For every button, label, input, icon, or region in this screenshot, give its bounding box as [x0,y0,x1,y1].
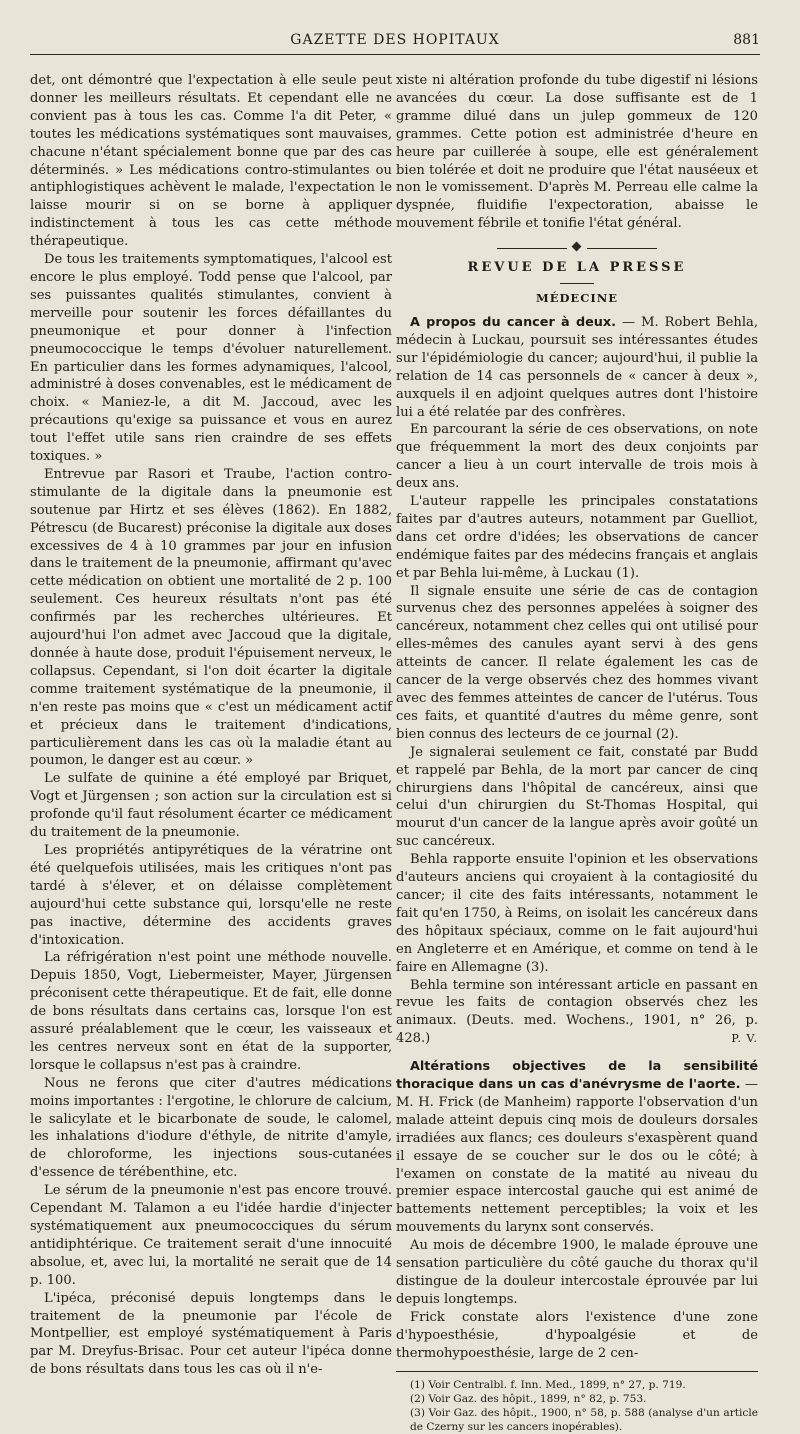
divider [560,283,594,284]
article-heading: Altérations objectives de la sensibilité thoracique dans un cas d'anévrysme de l'aorte. [396,1059,758,1093]
article-heading: A propos du cancer à deux. [410,314,617,330]
paragraph: De tous les traitements symptomatiques, l'alcool est encore le plus employé. Todd pense que l'alcool, par ses puissantes qualités stimulantes, convient à merveille pour soutenir les forces défaillantes du pneumonique et pour donner à l'infection pneumococcique le temps d'évoluer naturellement. En particulier dans les formes adynamiques, l'alcool, administré à doses convenables, est le médicament de choix. « Maniez-le, a dit M. Jaccoud, avec les précautions qu'exige sa puissance et vous en aurez tout l'effet utile sans rien craindre de ses effets toxiques. » [30,252,392,465]
subsection-title: MÉDECINE [535,291,619,306]
paragraph: Behla rapporte ensuite l'opinion et les observations d'auteurs anciens qui croyaient à la contagiosité du cancer; il cite des faits intéressants, notamment le fait qu'en 1750, à Reims, on isolait les cancéreux dans des hôpitaux spéciaux, comme on le fait aujourd'hui en Angleterre et en Amérique, et comme on tend à le faire en Allemagne (3). [396,852,758,975]
paragraph: xiste ni altération profonde du tube digestif ni lésions avancées du cœur. La dose suffisante est de 1 gramme dilué dans un julep gommeux de 120 grammes. Cette potion est administrée d'heure en heure par cuillerée à soupe, elle est généralement bien tolérée et doit ne produire que l'état nauséeux et non le vomissement. D'après M. Perreau elle calme la dyspnée, fluidifie l'expectoration, abaisse le mouvement fébrile et tonifie l'état général. [396,73,758,232]
paragraph: Les propriétés antipyrétiques de la vératrine ont été quelquefois utilisées, mais les critiques n'ont pas tardé à s'élever, et on délaisse complètement aujourd'hui cette substance qui, lorsqu'elle ne reste pas inactive, détermine des accidents graves d'intoxication. [30,842,392,948]
footnotes [396,1378,758,1434]
article-paragraph: Altérations objectives de la sensibilité thoracique dans un cas d'anévrysme de l'aorte. — M. H. Frick (de Manheim) rapporte l'observation d'un malade atteint depuis cinq mois de douleurs dorsales irradiées aux flancs; ces douleurs s'exaspèrent quand il essaye de se coucher sur le dos ou le côté; à l'examen on constate de la matité au niveau du premier espace intercostal gauche qui est animé de battements nettement perceptibles; la voix et les mouvements du larynx sont conservés. [396,1059,758,1236]
article-paragraph: A propos du cancer à deux. — M. Robert Behla, médecin à Luckau, poursuit ses intéressantes études sur l'épidémiologie du cancer; aujourd'hui, il publie la relation de 14 cas personnels de « cancer à deux », auxquels il en adjoint quelques autres dont l'histoire lui a été relatée par des confrères. [396,314,759,420]
journal-title: GAZETTE DES HOPITAUX [290,32,500,48]
page-number: 881 [733,32,760,48]
ornamental-rule [396,243,758,253]
paragraph: L'ipéca, préconisé depuis longtemps dans le traitement de la pneumonie par l'école de Montpellier, est employé systématiquement à Paris par M. Dreyfus-Brisac. Pour cet auteur l'ipéca donne de bons résultats dans tous les cas où il n'e- [30,1290,392,1378]
paragraph: L'auteur rappelle les principales constatations faites par d'autres auteurs, notamment par Guelliot, dans cet ordre d'idées; les observations de cancer endémique faites par des médecins français et anglais et par Behla lui-même, à Luckau (1). [396,494,758,581]
footnote-divider [396,1371,758,1372]
paragraph: det, ont démontré que l'expectation à elle seule peut donner les meilleurs résultats. Et cependant elle ne convient pas à tous les cas. Comme l'a dit Peter, « toutes les médications systématiques sont mauvaises, chacune n'étant spécialement bonne que par des cas déterminés. » Les médications contro-stimulantes ou antiphlogistiques achèvent le malade, l'expectation le laisse mourir si on se borne à appliquer indistinctement à tous les cas cette méthode thérapeutique. [30,73,392,250]
paragraph: Le sulfate de quinine a été employé par Briquet, Vogt et Jürgensen ; son action sur la circulation est si profonde qu'il faut résolument écarter ce médicament du traitement de la pneumonie. [30,771,392,841]
paragraph: Au mois de décembre 1900, le malade éprouve une sensation particulière du côté gauche du thorax qu'il distingue de la douleur intercostale éprouvée par lui depuis longtemps. [396,1238,758,1307]
paragraph: Entrevue par Rasori et Traube, l'action contro-stimulante de la digitale dans la pneumonie est soutenue par Hirtz et ses élèves (1862). En 1882, Pétrescu (de Bucarest) préconise la digitale aux doses excessives de 4 à 10 grammes par jour en infusion dans le traitement de la pneumonie, affirmant qu'avec cette médication on obtient une mortalité de 2 p. 100 seulement. Ces heureux résultats n'ont pas été confirmés par les recherches ultérieures. Et aujourd'hui l'on admet avec Jaccoud que la digitale, donnée à haute dose, produit l'épuisement nerveux, le collapsus. Cependant, si l'on doit écarter la digitale comme traitement systématique de la pneumonie, il n'en reste pas moins que « c'est un médicament actif et précieux dans le traitement d'indications, particulièrement dans les cas où la maladie étant au poumon, le danger est au cœur. » [30,466,392,769]
right-column [396,72,758,1434]
footnote: (3) Voir Gaz. des hôpit., 1900, n° 58, p. 588 (analyse d'un article de Czerny sur les cancers inopérables). [410,1406,758,1433]
paragraph: Le sérum de la pneumonie n'est pas encore trouvé. Cependant M. Talamon a eu l'idée hardie d'injecter systématiquement aux pneumococciques du sérum antidiphtérique. Ce traitement serait d'une innocuité absolue, et, avec lui, la mortalité ne serait que de 14 p. 100. [30,1183,392,1288]
author-signature: P. V. [731,1032,758,1046]
footnote: (1) Voir Centralbl. f. Inn. Med., 1899, n° 27, p. 719. [410,1378,686,1391]
paragraph: Behla termine son intéressant article en passant en revue les faits de contagion observés chez les animaux. (Deuts. med. Wochens., 1901, n° 26, p. 428.) P. V. [396,977,758,1047]
page-header [30,28,760,55]
footnote: (2) Voir Gaz. des hôpit., 1899, n° 82, p. 753. [410,1392,647,1405]
paragraph: Il signale ensuite une série de cas de contagion survenus chez des personnes appelées à soigner des cancéreux, notamment chez celles qui ont utilisé pour elles-mêmes des canules ayant servi à des gens atteints de cancer. Il relate également les cas de cancer de la verge observés chez des hommes vivant avec des femmes atteintes de cancer de l'utérus. Tous ces faits, et quantité d'autres du même genre, sont bien connus des lecteurs de ce journal (2). [396,583,758,742]
left-column [30,72,392,1379]
paragraph: En parcourant la série de ces observations, on note que fréquemment la mort des deux conjoints par cancer a lieu à un court intervalle de trois mois à deux ans. [396,422,758,492]
paragraph: La réfrigération n'est point une méthode nouvelle. Depuis 1850, Vogt, Liebermeister, Mayer, Jürgensen préconisent cette thérapeutique. Et de fait, elle donne de bons résultats dans certains cas, lorsque l'on est assuré préalablement que le cœur, les vaisseaux et les centres nerveux sont en état de la supporter, lorsque le collapsus n'est pas à craindre. [30,950,392,1073]
paragraph: Frick constate alors l'existence d'une zone d'hypoesthésie, d'hypoalgésie et de thermohypoesthésie, large de 2 cen- [396,1309,758,1361]
section-title: REVUE DE LA PRESSE [467,260,687,276]
paragraph: Je signalerai seulement ce fait, constaté par Budd et rappelé par Behla, de la mort par cancer de cinq chirurgiens dans l'hôpital de cancéreux, ainsi que celui d'un chirurgien du St-Thomas Hospital, qui mourut d'un cancer de la langue après avoir goûté un suc cancéreux. [396,744,758,850]
paragraph: Nous ne ferons que citer d'autres médications moins importantes : l'ergotine, le chlorure de calcium, le salicylate et le bicarbonate de soude, le calomel, les inhalations d'iodure d'éthyle, de nitrite d'amyle, de chloroforme, les injections sous-cutanées d'essence de térébenthine, etc. [30,1075,392,1181]
